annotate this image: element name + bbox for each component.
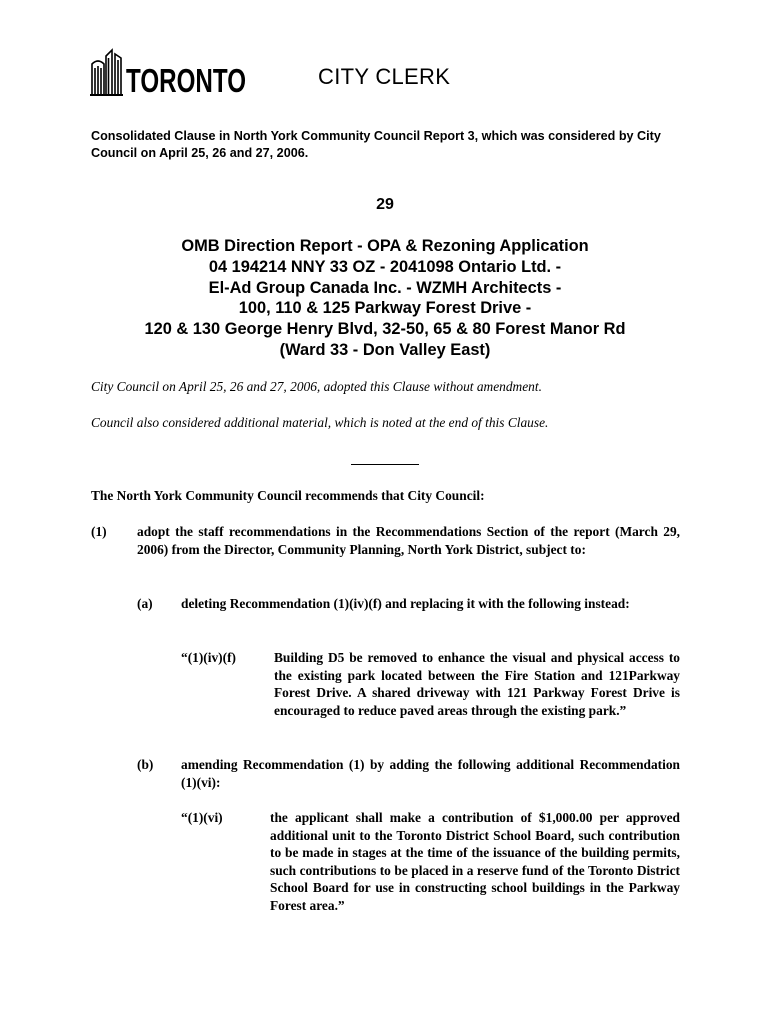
subitem-label: (a) <box>137 596 153 611</box>
quoted-recommendation-label: “(1)(vi) <box>181 810 223 825</box>
quoted-recommendation-label: “(1)(iv)(f) <box>181 650 237 665</box>
recommends-heading: The North York Community Council recommends that City Council: <box>91 488 485 503</box>
subitem-text: amending Recommendation (1) by adding the following additional Recommendation (1)(vi): <box>181 757 680 790</box>
recommendation-text: adopt the staff recommendations in the Recommendations Section of the report (March 29, 2006) from the Director, Community Planning, North York District, subject to: <box>137 524 680 557</box>
title-line: 100, 110 & 125 Parkway Forest Drive - <box>238 299 532 318</box>
toronto-logo <box>90 46 250 98</box>
subitem-text: deleting Recommendation (1)(iv)(f) and replacing it with the following instead: <box>181 596 630 611</box>
title-line: 120 & 130 George Henry Blvd, 32-50, 65 & 80 Forest Manor Rd <box>144 320 626 339</box>
office-name: CITY CLERK <box>318 64 451 89</box>
quoted-recommendation-text: Building D5 be removed to enhance the visual and physical access to the existing park located between the Fire Station and 121Parkway Forest Drive. A shared driveway with 121 Parkway Forest Drive is encouraged to reduce paved areas through the existing park.” <box>274 650 680 718</box>
title-line: OMB Direction Report - OPA & Rezoning Application <box>181 237 589 255</box>
title-line: El-Ad Group Canada Inc. - WZMH Architects - <box>208 278 562 297</box>
additional-material-note: Council also considered additional material, which is noted at the end of this Clause. <box>91 415 549 430</box>
recommendation-label: (1) <box>91 524 107 539</box>
consolidated-clause-intro: Consolidated Clause in North York Community Council Report 3, which was considered by City Council on April 25, 26 and 27, 2006. <box>91 129 661 160</box>
adopted-note: City Council on April 25, 26 and 27, 2006, adopted this Clause without amendment. <box>91 379 542 394</box>
svg-text:TORONTO: TORONTO <box>126 62 246 99</box>
clause-number: 29 <box>376 196 394 213</box>
quoted-recommendation-text: the applicant shall make a contribution of $1,000.00 per approved additional unit to the Toronto District School Board, such contribution to be made in stages at the time of the issuance of the building permits, such contributions to be placed in a reserve fund of the Toronto District School Board for use in constructing school buildings in the Parkway Forest area.” <box>270 810 680 913</box>
title-line: 04 194214 NNY 33 OZ - 2041098 Ontario Ltd. - <box>208 257 562 276</box>
separator-line <box>351 464 419 465</box>
subitem-label: (b) <box>137 757 154 772</box>
title-line: (Ward 33 - Don Valley East) <box>279 340 491 359</box>
clause-title <box>0 236 770 361</box>
